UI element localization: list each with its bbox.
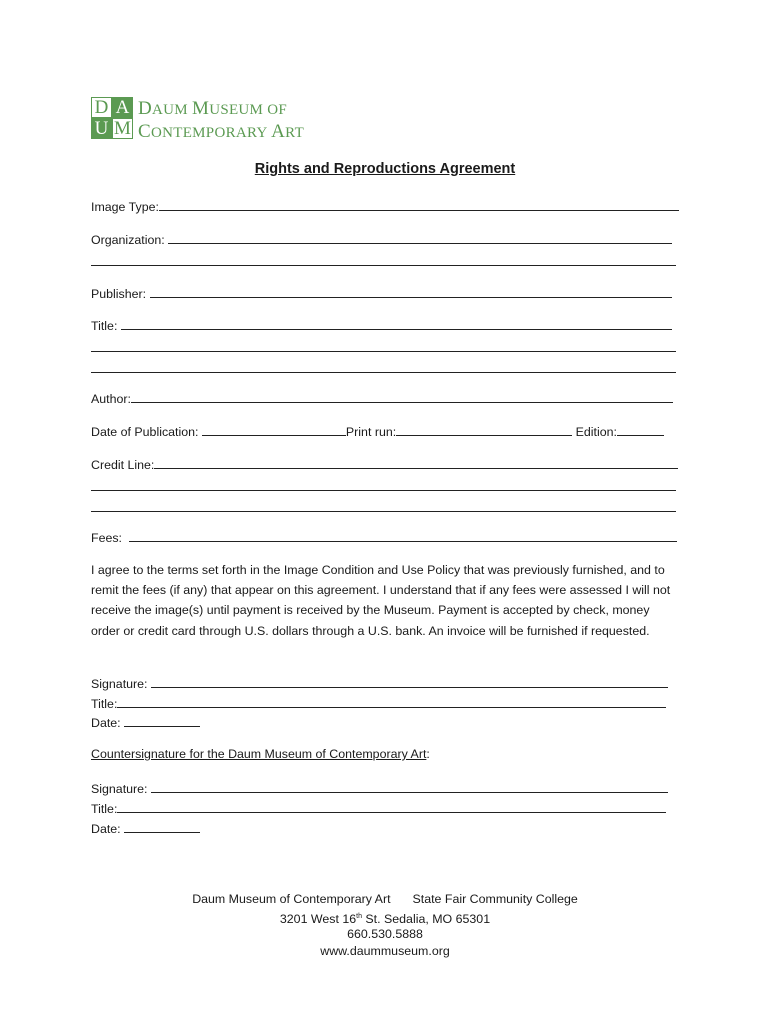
countersignature-title-label: Title: xyxy=(91,802,118,816)
signature-date-field[interactable] xyxy=(124,714,200,727)
countersignature-date-label: Date: xyxy=(91,822,121,836)
credit-line-field[interactable] xyxy=(154,456,678,469)
author-row xyxy=(91,390,673,407)
countersignature-title-row xyxy=(91,800,666,817)
organization-label: Organization: xyxy=(91,233,165,247)
publisher-field[interactable] xyxy=(150,285,672,298)
footer-address-city: St. Sedalia, MO 65301 xyxy=(361,912,491,927)
print-run-label: Print run: xyxy=(345,425,397,439)
countersignature-signature-row xyxy=(91,780,668,797)
logo-monogram xyxy=(91,97,133,139)
fees-row xyxy=(91,529,677,546)
fees-field[interactable] xyxy=(129,529,677,542)
publisher-row xyxy=(91,285,672,302)
page-title: Rights and Reproductions Agreement xyxy=(254,161,516,177)
publisher-label: Publisher: xyxy=(91,287,147,301)
author-field[interactable] xyxy=(131,390,673,403)
logo-wordmark xyxy=(138,98,304,144)
logo-letter-a: A xyxy=(112,97,133,118)
title-row xyxy=(91,317,672,334)
countersignature-title-field[interactable] xyxy=(117,800,666,813)
footer-website[interactable]: www.daummuseum.org xyxy=(320,944,450,958)
publication-details-row xyxy=(91,423,664,440)
logo-letter-u: U xyxy=(91,118,112,139)
organization-field[interactable] xyxy=(168,231,672,244)
image-type-label: Image Type: xyxy=(91,200,159,214)
title-field-2[interactable] xyxy=(91,339,676,352)
logo-small: RT xyxy=(285,125,305,141)
logo-cap: D xyxy=(138,98,153,119)
author-label: Author: xyxy=(91,392,131,406)
agreement-paragraph: I agree to the terms set forth in the Image Condition and Use Policy that was previously furnished, and to remit the fees (if any) that appear on this agreement. I understand that if any fees were assessed I will not receive the image(s) until payment is received by the Museum. Payment is accepted by check, money order or credit card through U.S. dollars through a U.S. bank. An invoice will be furnished if requested. xyxy=(91,563,671,638)
logo-wordmark-line2 xyxy=(138,121,304,144)
countersignature-signature-label: Signature: xyxy=(91,782,148,796)
countersignature-heading xyxy=(91,746,430,762)
signature-row xyxy=(91,675,668,692)
edition-label: Edition: xyxy=(575,425,617,439)
footer-museum: Daum Museum of Contemporary Art xyxy=(192,892,391,906)
date-of-publication-label: Date of Publication: xyxy=(91,425,199,439)
credit-line-row xyxy=(91,456,678,473)
image-type-field[interactable] xyxy=(159,198,679,211)
title-row-3 xyxy=(91,360,676,377)
footer-phone: 660.530.5888 xyxy=(347,927,423,941)
organization-row-2 xyxy=(91,253,676,270)
museum-logo xyxy=(91,97,351,141)
logo-small: ONTEMPORARY xyxy=(150,125,272,141)
organization-row xyxy=(91,231,672,248)
footer-address-street: 3201 West 16 xyxy=(279,912,357,927)
countersignature-date-field[interactable] xyxy=(124,820,200,833)
edition-field[interactable] xyxy=(617,423,664,436)
print-run-field[interactable] xyxy=(396,423,572,436)
logo-small: AUM xyxy=(152,102,192,118)
signature-field[interactable] xyxy=(151,675,668,688)
countersignature-heading-text: Countersignature for the Daum Museum of Contemporary Art xyxy=(91,747,427,761)
credit-line-field-3[interactable] xyxy=(91,499,676,512)
logo-letter-m: M xyxy=(112,118,133,139)
title-field-3[interactable] xyxy=(91,360,676,373)
footer-address-ordinal: th xyxy=(356,913,362,920)
signature-date-label: Date: xyxy=(91,716,121,730)
organization-field-2[interactable] xyxy=(91,253,676,266)
countersignature-signature-field[interactable] xyxy=(151,780,668,793)
signer-title-row xyxy=(91,695,666,712)
fees-label: Fees: xyxy=(91,531,122,545)
countersignature-date-row xyxy=(91,820,200,837)
signer-title-label: Title: xyxy=(91,697,118,711)
title-row-2 xyxy=(91,339,676,356)
signature-date-row xyxy=(91,714,200,731)
logo-cap: M xyxy=(191,98,210,119)
title-field[interactable] xyxy=(121,317,672,330)
image-type-row xyxy=(91,198,679,215)
logo-letter-d: D xyxy=(91,97,112,118)
logo-wordmark-line1 xyxy=(138,98,304,121)
footer-college: State Fair Community College xyxy=(412,892,578,906)
footer-institutions xyxy=(0,891,770,909)
credit-line-label: Credit Line: xyxy=(91,458,155,472)
logo-cap: C xyxy=(138,121,151,142)
logo-cap: A xyxy=(271,121,286,142)
signature-label: Signature: xyxy=(91,677,148,691)
logo-small: USEUM OF xyxy=(209,102,288,118)
credit-line-row-3 xyxy=(91,499,676,516)
credit-line-field-2[interactable] xyxy=(91,478,676,491)
countersignature-colon: : xyxy=(426,747,430,761)
title-label: Title: xyxy=(91,319,118,333)
credit-line-row-2 xyxy=(91,478,676,495)
date-of-publication-field[interactable] xyxy=(202,423,346,436)
signer-title-field[interactable] xyxy=(117,695,666,708)
